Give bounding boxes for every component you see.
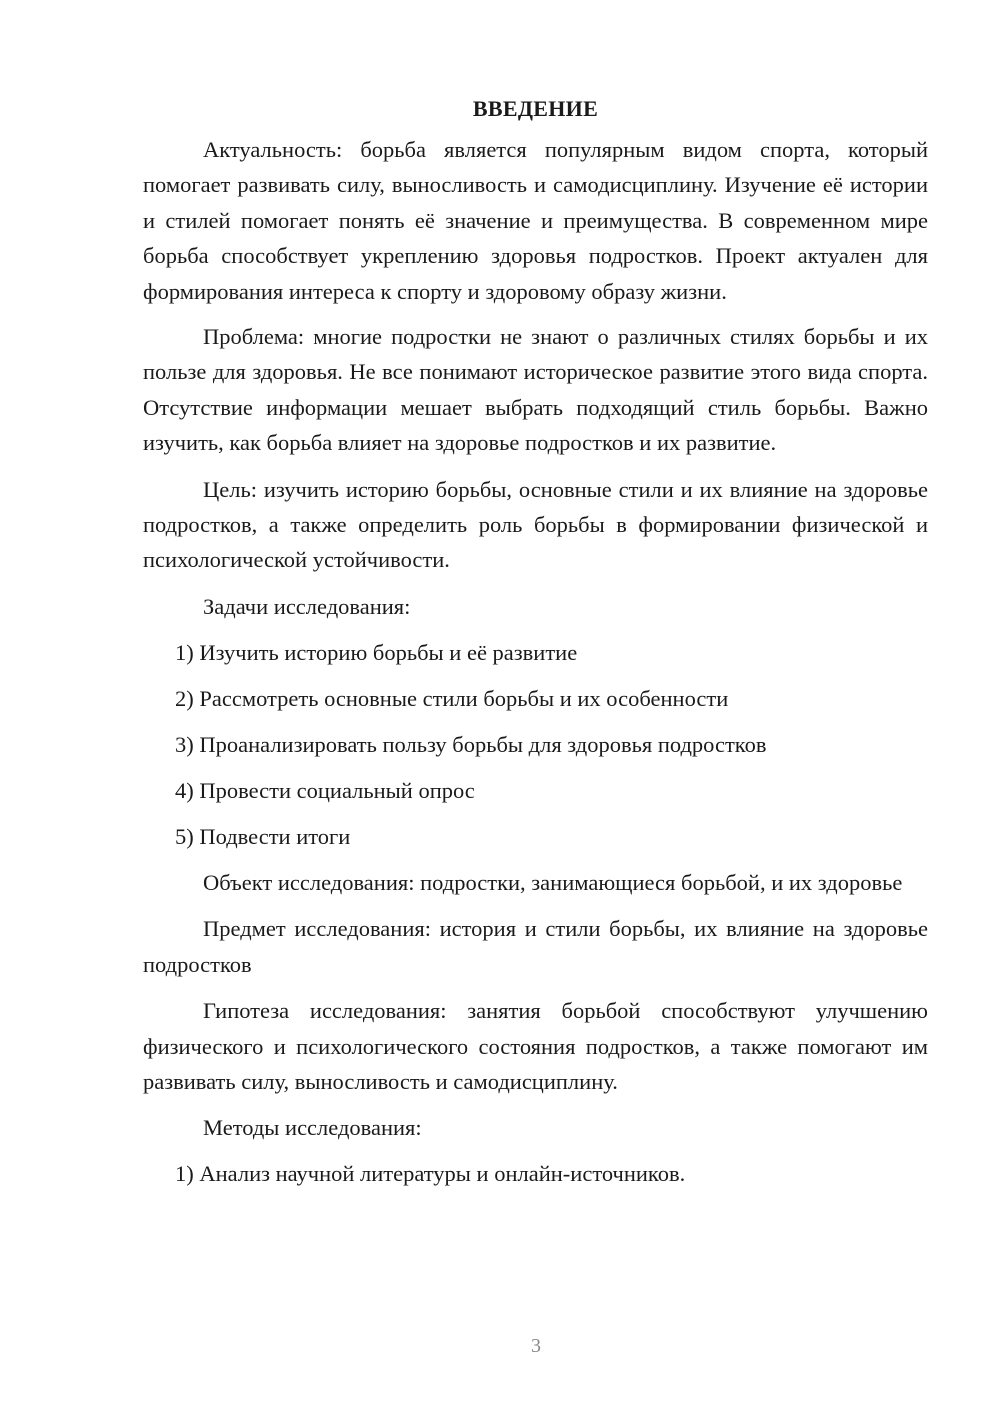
list-item: 4) Провести социальный опрос (175, 777, 475, 803)
tasks-list (143, 635, 928, 854)
list-item: 1) Анализ научной литературы и онлайн-источников. (175, 1161, 686, 1187)
methods-heading: Методы исследования: (203, 1115, 422, 1141)
relevance-paragraph: Актуальность: борьба является популярным видом спорта, который помогает развивать силу, выносливость и самодисциплину. Изучение её истории и стилей помогает понять её значение и преимущества. В современном мире борьба способствует укреплению здоровья подростков. Проект актуален для формирования интереса к спорту и здоровому образу жизни. (143, 137, 928, 304)
problem-paragraph: Проблема: многие подростки не знают о различных стилях борьбы и их пользе для здоровья. Не все понимают историческое развитие этого вида спорта. Отсутствие информации мешает выбрать подходящий стиль борьбы. Важно изучить, как борьба влияет на здоровье подростков и их развитие. (143, 324, 928, 456)
list-item: 1) Изучить историю борьбы и её развитие (175, 639, 578, 665)
document-page (143, 92, 928, 1202)
subject-paragraph: Предмет исследования: история и стили борьбы, их влияние на здоровье подростков (143, 916, 928, 977)
page-title: ВВЕДЕНИЕ (472, 96, 599, 121)
tasks-heading: Задачи исследования: (203, 593, 411, 619)
hypothesis-paragraph: Гипотеза исследования: занятия борьбой способствуют улучшению физического и психологического состояния подростков, а также помогают им развивать силу, выносливость и самодисциплину. (143, 998, 928, 1094)
list-item: 2) Рассмотреть основные стили борьбы и их особенности (175, 685, 729, 711)
list-item: 5) Подвести итоги (175, 823, 351, 849)
page-number: 3 (531, 1335, 541, 1357)
list-item: 3) Проанализировать пользу борьбы для здоровья подростков (175, 731, 767, 757)
goal-paragraph: Цель: изучить историю борьбы, основные стили и их влияние на здоровье подростков, а также определить роль борьбы в формировании физической и психологической устойчивости. (143, 476, 928, 573)
methods-list (143, 1156, 928, 1191)
object-paragraph: Объект исследования: подростки, занимающиеся борьбой, и их здоровье (203, 869, 903, 895)
